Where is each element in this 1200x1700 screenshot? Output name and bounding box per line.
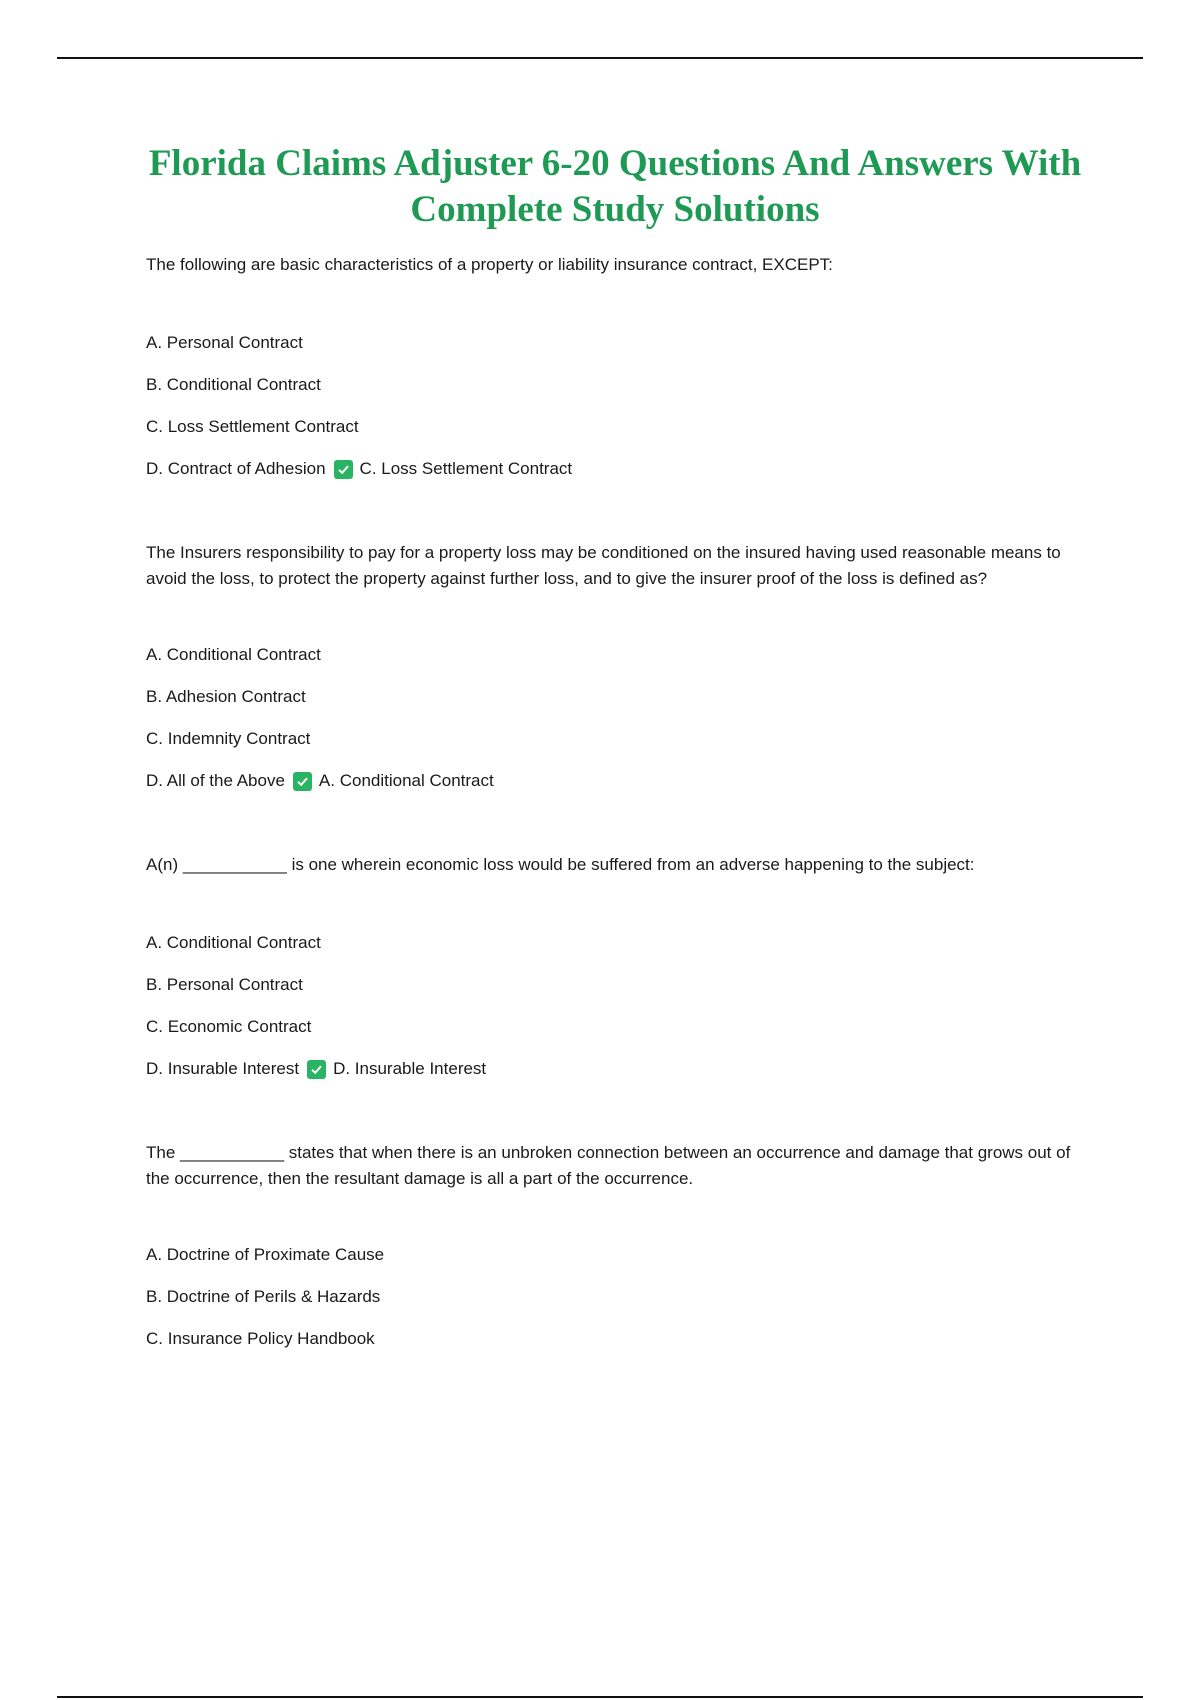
option-a: A. Conditional Contract [146,933,321,952]
top-rule [57,57,1143,59]
question-2 [146,540,1086,794]
question-4 [146,1140,1086,1352]
check-box-icon [307,1060,326,1079]
option-d: D. Contract of Adhesion [146,459,326,478]
option-b: B. Conditional Contract [146,375,321,394]
question-3 [146,852,1086,1082]
answer-text: C. Loss Settlement Contract [359,459,573,478]
option-c: C. Insurance Policy Handbook [146,1329,375,1348]
option-b: B. Adhesion Contract [146,687,306,706]
question-text: The Insurers responsibility to pay for a property loss may be conditioned on the insured having used reasonable means to avoid the loss, to protect the property against further loss, and to give the insurer proof of the loss is defined as? [146,543,1061,588]
answer-text: A. Conditional Contract [318,771,494,790]
option-b: B. Doctrine of Perils & Hazards [146,1287,381,1306]
option-a: A. Personal Contract [146,333,303,352]
option-a: A. Doctrine of Proximate Cause [146,1245,385,1264]
option-d: D. Insurable Interest [146,1059,300,1078]
answer-text: D. Insurable Interest [333,1059,487,1078]
question-text: A(n) ___________ is one wherein economic loss would be suffered from an adverse happening to the subject: [146,855,975,874]
question-1 [146,252,1086,482]
question-list [146,252,1086,1368]
check-box-icon [334,460,353,479]
bottom-rule [57,1696,1143,1698]
page-title: Florida Claims Adjuster 6-20 Questions And Answers With Complete Study Solutions [148,143,1082,230]
option-c: C. Indemnity Contract [146,729,311,748]
option-b: B. Personal Contract [146,975,303,994]
option-a: A. Conditional Contract [146,645,321,664]
option-d-with-answer [146,1056,1086,1082]
option-d-with-answer [146,768,1086,794]
question-text: The ___________ states that when there is an unbroken connection between an occurrence and damage that grows out of the occurrence, then the resultant damage is all a part of the occurrence. [146,1143,1071,1188]
option-c: C. Economic Contract [146,1017,312,1036]
check-box-icon [293,772,312,791]
question-text: The following are basic characteristics of a property or liability insurance contract, EXCEPT: [146,255,833,274]
option-d: D. All of the Above [146,771,285,790]
option-d-with-answer [146,456,1086,482]
option-c: C. Loss Settlement Contract [146,417,359,436]
